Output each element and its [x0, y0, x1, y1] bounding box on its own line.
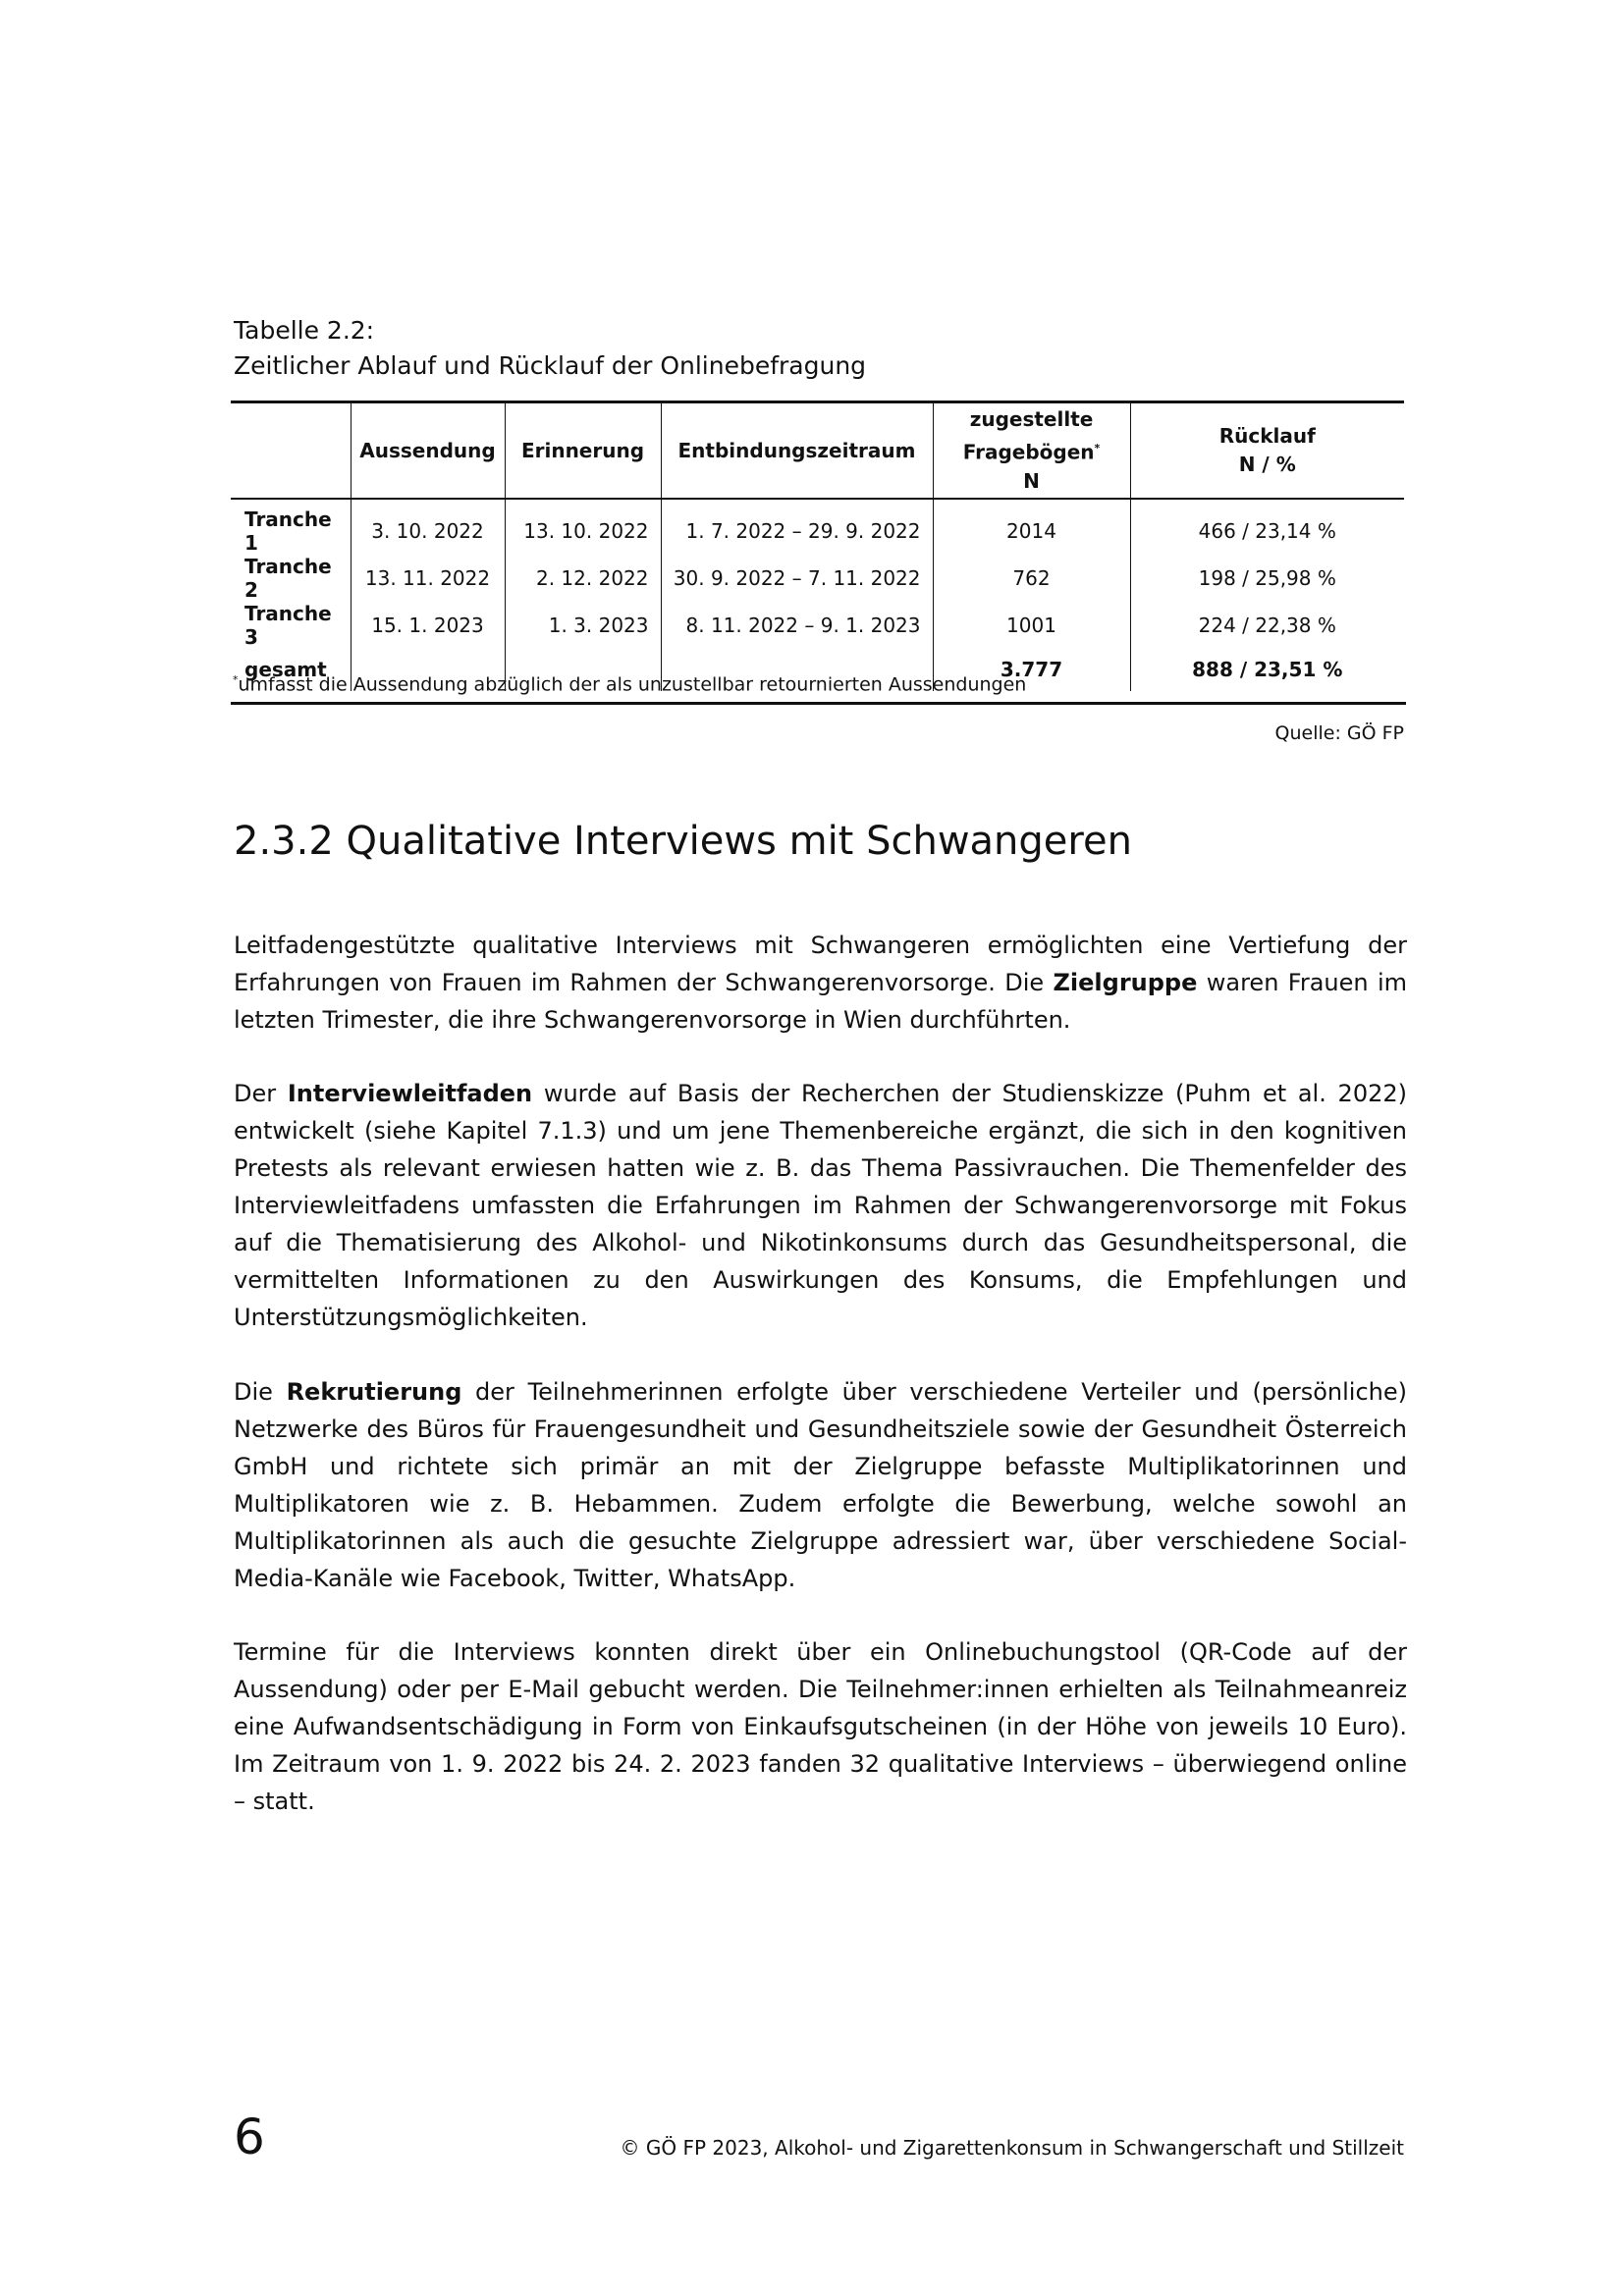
footnote-mark: *: [233, 673, 239, 686]
paragraph-interviewleitfaden: [234, 1075, 1407, 1336]
cell-n: 2014: [933, 499, 1130, 555]
header-fragebogen-line1: zugestellte: [969, 407, 1094, 432]
cell-zeitraum: 8. 11. 2022 – 9. 1. 2023: [661, 602, 933, 649]
table-row: [231, 499, 1404, 555]
row-label: Tranche 2: [244, 555, 332, 602]
p1-text-c: waren Frauen im letzten Trimester, die ihre Schwangerenvorsorge in Wien durchführten.: [234, 969, 1408, 1034]
paragraph-rekrutierung: [234, 1373, 1407, 1597]
cell-n: 762: [933, 555, 1130, 602]
table-footnote: [231, 673, 1406, 705]
table-label: Tabelle 2.2:: [234, 316, 375, 345]
cell-erinnerung: 1. 3. 2023: [505, 602, 661, 649]
survey-timeline-table: [231, 400, 1404, 691]
header-ruecklauf-line1: Rücklauf: [1218, 424, 1316, 448]
row-label: Tranche 1: [244, 507, 332, 555]
p2-bold: Interviewleitfaden: [287, 1080, 533, 1107]
page-number: 6: [234, 2109, 265, 2165]
header-ruecklauf-line2: N / %: [1238, 453, 1296, 476]
table-row: [231, 602, 1404, 649]
row-label: gesamt: [244, 657, 327, 681]
header-erinnerung: Erinnerung: [505, 402, 661, 500]
cell-n: 1001: [933, 602, 1130, 649]
header-fragebogen-line2: Fragebögen: [962, 440, 1095, 464]
table-source: Quelle: GÖ FP: [1274, 722, 1404, 744]
footnote-text: umfasst die Aussendung abzüglich der als unzustellbar retournierten Aussendungen: [238, 673, 1027, 696]
cell-ruecklauf: 198 / 25,98 %: [1130, 555, 1404, 602]
cell-zeitraum: 1. 7. 2022 – 29. 9. 2022: [661, 499, 933, 555]
header-aussendung: Aussendung: [351, 402, 505, 500]
row-label: Tranche 3: [244, 602, 332, 649]
cell-ruecklauf: 888 / 23,51 %: [1130, 649, 1404, 691]
p2-text-c: wurde auf Basis der Recherchen der Studienskizze (Puhm et al. 2022) entwickelt (siehe Kapitel 7.1.3) und um jene Themenbereiche ergänzt, die sich in den kognitiven Pretests als relevant erwiesen hatten wie z. B. das Thema Passivrauchen. Die Themenfelder des Interviewleitfadens umfassten die Erfahrungen im Rahmen der Schwangerenvorsorge mit Fokus auf die Thematisierung des Alkohol- und Nikotinkonsums durch das Gesundheitspersonal, die vermittelten Informationen zu den Auswirkungen des Konsums, die Empfehlungen und Unterstützungsmöglichkeiten.: [234, 1080, 1407, 1331]
header-fragebogen: [933, 402, 1130, 500]
p3-bold: Rekrutierung: [286, 1378, 462, 1406]
p1-bold: Zielgruppe: [1053, 969, 1198, 996]
cell-ruecklauf: 466 / 23,14 %: [1130, 499, 1404, 555]
cell-aussendung: 3. 10. 2022: [351, 499, 505, 555]
table-title: Zeitlicher Ablauf und Rücklauf der Onlinebefragung: [234, 351, 867, 380]
footer-text: © GÖ FP 2023, Alkohol- und Zigarettenkonsum in Schwangerschaft und Stillzeit: [620, 2136, 1404, 2160]
paragraph-zielgruppe: [234, 927, 1407, 1039]
cell-aussendung: 15. 1. 2023: [351, 602, 505, 649]
section-heading: 2.3.2 Qualitative Interviews mit Schwangeren: [234, 819, 1132, 864]
p3-text-a: Die: [234, 1378, 287, 1406]
p2-text-a: Der: [234, 1080, 288, 1107]
header-fragebogen-mark: *: [1094, 442, 1101, 455]
p1-text-a: Leitfadengestützte qualitative Interviews mit Schwangeren ermöglichten eine Vertiefung der Erfahrungen von Frauen im Rahmen der Schwangerenvorsorge. Die: [234, 932, 1407, 996]
p3-text-c: der Teilnehmerinnen erfolgte über verschiedene Verteiler und (persönliche) Netzwerke des Büros für Frauengesundheit und Gesundheitsziele sowie der Gesundheit Österreich GmbH und richtete sich primär an mit der Zielgruppe befasste Multiplikatorinnen und Multiplikatoren wie z. B. Hebammen. Zudem erfolgte die Bewerbung, welche sowohl an Multiplikatorinnen als auch die gesuchte Zielgruppe adressiert war, über verschiedene Social-Media-Kanäle wie Facebook, Twitter, WhatsApp.: [234, 1378, 1407, 1592]
header-entbindungszeitraum: Entbindungszeitraum: [661, 402, 933, 500]
cell-ruecklauf: 224 / 22,38 %: [1130, 602, 1404, 649]
cell-zeitraum: 30. 9. 2022 – 7. 11. 2022: [661, 555, 933, 602]
cell-n: 3.777: [933, 649, 1130, 691]
cell-aussendung: 13. 11. 2022: [351, 555, 505, 602]
header-ruecklauf: [1130, 402, 1404, 500]
header-fragebogen-line3: N: [1023, 468, 1040, 493]
table-header-row: [231, 402, 1404, 500]
cell-erinnerung: 2. 12. 2022: [505, 555, 661, 602]
header-empty: [231, 402, 351, 500]
table-row: [231, 555, 1404, 602]
paragraph-termine: Termine für die Interviews konnten direkt über ein Onlinebuchungstool (QR-Code auf der Aussendung) oder per E-Mail gebucht werden. Die Teilnehmer:innen erhielten als Teilnahmeanreiz eine Aufwandsentschädigung in Form von Einkaufsgutscheinen (in der Höhe von jeweils 10 Euro). Im Zeitraum von 1. 9. 2022 bis 24. 2. 2023 fanden 32 qualitative Interviews – überwiegend online – statt.: [234, 1638, 1407, 1815]
cell-erinnerung: 13. 10. 2022: [505, 499, 661, 555]
